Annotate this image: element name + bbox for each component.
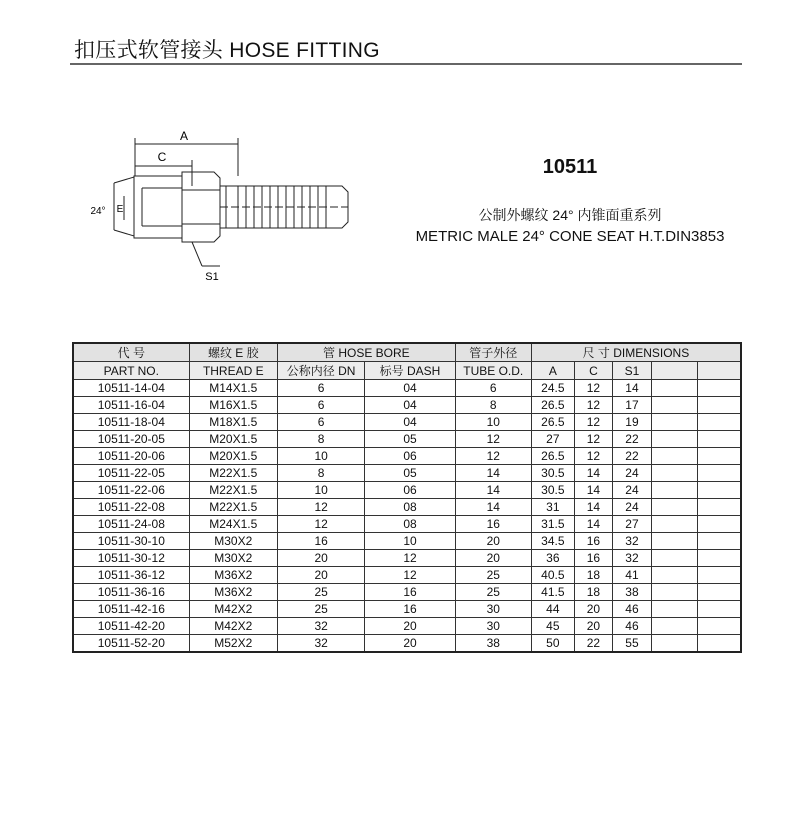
cell-dn: 25	[277, 601, 364, 618]
cell-part-no: 10511-20-05	[73, 431, 189, 448]
subheader-a: A	[531, 362, 574, 380]
angle-label: 24°	[90, 206, 106, 217]
cell-part-no: 10511-42-16	[73, 601, 189, 618]
cell-empty	[651, 635, 697, 653]
cell-tube-od: 10	[455, 414, 531, 431]
cell-part-no: 10511-14-04	[73, 380, 189, 397]
cell-dn: 32	[277, 635, 364, 653]
spec-table	[72, 342, 742, 653]
hose-tail	[220, 186, 348, 228]
product-model: 10511	[542, 156, 598, 178]
cell-dim-s1: 24	[612, 499, 651, 516]
table-row	[73, 499, 741, 516]
cell-dim-a: 27	[531, 431, 574, 448]
cell-thread: M20X1.5	[189, 448, 277, 465]
cell-thread: M42X2	[189, 618, 277, 635]
cell-dash: 12	[365, 550, 455, 567]
cell-empty	[651, 380, 697, 397]
cell-empty	[651, 448, 697, 465]
cell-thread: M22X1.5	[189, 499, 277, 516]
cell-dim-c: 18	[574, 567, 612, 584]
cell-empty	[698, 380, 741, 397]
header-tube: 管子外径	[455, 343, 531, 362]
cell-tube-od: 30	[455, 601, 531, 618]
cell-empty	[698, 550, 741, 567]
cell-dim-c: 12	[574, 397, 612, 414]
cell-empty	[698, 601, 741, 618]
cell-dim-a: 26.5	[531, 414, 574, 431]
product-description-en: METRIC MALE 24° CONE SEAT H.T.DIN3853	[415, 228, 725, 245]
cell-dash: 06	[365, 482, 455, 499]
cell-dim-s1: 46	[612, 601, 651, 618]
thread-body	[134, 176, 182, 238]
dim-a-label: A	[179, 129, 189, 143]
cell-dash: 10	[365, 533, 455, 550]
cell-thread: M24X1.5	[189, 516, 277, 533]
cell-dim-a: 30.5	[531, 465, 574, 482]
cell-dim-s1: 24	[612, 482, 651, 499]
cell-dim-s1: 55	[612, 635, 651, 653]
cell-tube-od: 12	[455, 448, 531, 465]
cell-thread: M18X1.5	[189, 414, 277, 431]
cell-tube-od: 30	[455, 618, 531, 635]
cell-empty	[651, 431, 697, 448]
cell-empty	[651, 465, 697, 482]
cell-dn: 10	[277, 482, 364, 499]
cell-empty	[651, 550, 697, 567]
subheader-c: C	[574, 362, 612, 380]
fitting-drawing	[86, 128, 366, 288]
table-row	[73, 465, 741, 482]
cell-dn: 12	[277, 516, 364, 533]
table-row	[73, 397, 741, 414]
cell-empty	[698, 533, 741, 550]
cell-part-no: 10511-30-10	[73, 533, 189, 550]
cell-dim-c: 20	[574, 618, 612, 635]
cell-empty	[698, 465, 741, 482]
cell-empty	[698, 618, 741, 635]
subheader-thread-e: THREAD E	[189, 362, 277, 380]
cell-tube-od: 20	[455, 550, 531, 567]
table-row	[73, 635, 741, 653]
cell-dim-c: 22	[574, 635, 612, 653]
cell-thread: M52X2	[189, 635, 277, 653]
cell-dim-c: 16	[574, 533, 612, 550]
cell-dim-a: 31	[531, 499, 574, 516]
table-row	[73, 448, 741, 465]
cell-dim-c: 20	[574, 601, 612, 618]
cell-empty	[651, 601, 697, 618]
cell-dash: 06	[365, 448, 455, 465]
cell-empty	[651, 584, 697, 601]
cell-dim-s1: 22	[612, 431, 651, 448]
dim-s1-label: S1	[205, 271, 219, 283]
cell-dim-a: 30.5	[531, 482, 574, 499]
cell-dim-c: 12	[574, 380, 612, 397]
dim-e-label: E	[116, 204, 124, 215]
cell-dim-a: 50	[531, 635, 574, 653]
cell-tube-od: 38	[455, 635, 531, 653]
cell-empty	[651, 533, 697, 550]
cell-dash: 16	[365, 584, 455, 601]
cell-dim-a: 45	[531, 618, 574, 635]
cell-tube-od: 14	[455, 499, 531, 516]
cell-dash: 08	[365, 499, 455, 516]
table-row	[73, 414, 741, 431]
cell-dim-s1: 22	[612, 448, 651, 465]
cell-dim-s1: 46	[612, 618, 651, 635]
cell-dash: 04	[365, 380, 455, 397]
cell-dim-a: 41.5	[531, 584, 574, 601]
cell-part-no: 10511-30-12	[73, 550, 189, 567]
cell-dim-s1: 27	[612, 516, 651, 533]
cell-empty	[698, 431, 741, 448]
cell-dn: 10	[277, 448, 364, 465]
cell-tube-od: 12	[455, 431, 531, 448]
cell-part-no: 10511-20-06	[73, 448, 189, 465]
cell-tube-od: 14	[455, 465, 531, 482]
cell-dash: 20	[365, 618, 455, 635]
cell-dim-a: 40.5	[531, 567, 574, 584]
subheader-extra-1	[651, 362, 697, 380]
cell-dim-s1: 14	[612, 380, 651, 397]
cell-part-no: 10511-42-20	[73, 618, 189, 635]
cell-dash: 04	[365, 414, 455, 431]
table-row	[73, 431, 741, 448]
cell-part-no: 10511-52-20	[73, 635, 189, 653]
cell-thread: M16X1.5	[189, 397, 277, 414]
cell-dn: 8	[277, 431, 364, 448]
cell-dn: 6	[277, 414, 364, 431]
subheader-tube-od: TUBE O.D.	[455, 362, 531, 380]
cell-empty	[698, 448, 741, 465]
dim-s1-leader	[192, 242, 202, 266]
cell-dn: 6	[277, 397, 364, 414]
cell-dim-s1: 38	[612, 584, 651, 601]
cell-part-no: 10511-22-05	[73, 465, 189, 482]
cell-dim-a: 31.5	[531, 516, 574, 533]
cell-thread: M36X2	[189, 567, 277, 584]
cell-dim-s1: 19	[612, 414, 651, 431]
cell-dn: 25	[277, 584, 364, 601]
cell-thread: M36X2	[189, 584, 277, 601]
cell-dim-a: 24.5	[531, 380, 574, 397]
cell-dim-a: 44	[531, 601, 574, 618]
cell-dim-c: 14	[574, 499, 612, 516]
cell-thread: M14X1.5	[189, 380, 277, 397]
cell-dash: 05	[365, 465, 455, 482]
cell-dn: 16	[277, 533, 364, 550]
cell-dash: 16	[365, 601, 455, 618]
cell-tube-od: 25	[455, 567, 531, 584]
subheader-s1: S1	[612, 362, 651, 380]
cell-part-no: 10511-18-04	[73, 414, 189, 431]
cell-dn: 6	[277, 380, 364, 397]
cell-dim-c: 14	[574, 465, 612, 482]
subheader-part-no: PART NO.	[73, 362, 189, 380]
cell-empty	[651, 397, 697, 414]
cell-thread: M20X1.5	[189, 431, 277, 448]
cell-thread: M22X1.5	[189, 482, 277, 499]
cell-empty	[698, 414, 741, 431]
cell-dn: 32	[277, 618, 364, 635]
cell-empty	[651, 414, 697, 431]
cell-part-no: 10511-24-08	[73, 516, 189, 533]
cell-thread: M22X1.5	[189, 465, 277, 482]
cell-dn: 12	[277, 499, 364, 516]
cell-part-no: 10511-22-06	[73, 482, 189, 499]
cell-dim-a: 36	[531, 550, 574, 567]
header-dimensions: 尺 寸 DIMENSIONS	[531, 343, 741, 362]
cell-dim-s1: 32	[612, 533, 651, 550]
cell-tube-od: 25	[455, 584, 531, 601]
cell-dash: 08	[365, 516, 455, 533]
subheader-dn: 公称内径 DN	[277, 362, 364, 380]
cell-tube-od: 8	[455, 397, 531, 414]
cell-tube-od: 16	[455, 516, 531, 533]
cell-dim-c: 12	[574, 431, 612, 448]
table-row	[73, 482, 741, 499]
cell-dim-c: 12	[574, 414, 612, 431]
cell-dash: 05	[365, 431, 455, 448]
table-row	[73, 601, 741, 618]
title-divider	[70, 63, 742, 65]
cell-dn: 20	[277, 567, 364, 584]
cell-dim-a: 34.5	[531, 533, 574, 550]
dim-c-label: C	[157, 150, 167, 164]
cell-dash: 20	[365, 635, 455, 653]
product-description-cn: 公制外螺纹 24° 内锥面重系列	[478, 207, 662, 223]
cell-dim-c: 18	[574, 584, 612, 601]
cell-dim-c: 12	[574, 448, 612, 465]
subheader-extra-2	[698, 362, 741, 380]
cell-thread: M30X2	[189, 533, 277, 550]
cell-thread: M30X2	[189, 550, 277, 567]
table-header-row	[73, 343, 741, 362]
cell-dash: 04	[365, 397, 455, 414]
table-row	[73, 533, 741, 550]
cell-dn: 8	[277, 465, 364, 482]
cell-dn: 20	[277, 550, 364, 567]
table-row	[73, 567, 741, 584]
cell-tube-od: 6	[455, 380, 531, 397]
table-row	[73, 516, 741, 533]
cell-empty	[698, 482, 741, 499]
cell-part-no: 10511-36-16	[73, 584, 189, 601]
cell-dim-a: 26.5	[531, 397, 574, 414]
cell-dim-c: 14	[574, 516, 612, 533]
cell-dim-s1: 24	[612, 465, 651, 482]
cell-empty	[698, 584, 741, 601]
cell-empty	[698, 516, 741, 533]
cell-part-no: 10511-36-12	[73, 567, 189, 584]
cell-part-no: 10511-16-04	[73, 397, 189, 414]
cell-empty	[698, 397, 741, 414]
cell-dim-c: 14	[574, 482, 612, 499]
table-row	[73, 618, 741, 635]
table-row	[73, 550, 741, 567]
cell-dash: 12	[365, 567, 455, 584]
header-thread: 螺纹 E 胶	[189, 343, 277, 362]
cell-empty	[698, 567, 741, 584]
cell-tube-od: 14	[455, 482, 531, 499]
cell-tube-od: 20	[455, 533, 531, 550]
cell-dim-s1: 32	[612, 550, 651, 567]
cell-thread: M42X2	[189, 601, 277, 618]
cell-empty	[651, 567, 697, 584]
cell-empty	[651, 618, 697, 635]
table-row	[73, 584, 741, 601]
cell-dim-s1: 41	[612, 567, 651, 584]
cell-dim-s1: 17	[612, 397, 651, 414]
table-subheader-row	[73, 362, 741, 380]
cell-dim-a: 26.5	[531, 448, 574, 465]
cell-empty	[651, 516, 697, 533]
cell-empty	[698, 499, 741, 516]
table-row	[73, 380, 741, 397]
page-title: 扣压式软管接头 HOSE FITTING	[74, 39, 380, 62]
cell-empty	[651, 482, 697, 499]
cell-empty	[651, 499, 697, 516]
subheader-dash: 标号 DASH	[365, 362, 455, 380]
cell-dim-c: 16	[574, 550, 612, 567]
hex-nut	[182, 172, 220, 242]
header-hose-bore: 管 HOSE BORE	[277, 343, 455, 362]
cell-empty	[698, 635, 741, 653]
header-part: 代 号	[73, 343, 189, 362]
cell-part-no: 10511-22-08	[73, 499, 189, 516]
